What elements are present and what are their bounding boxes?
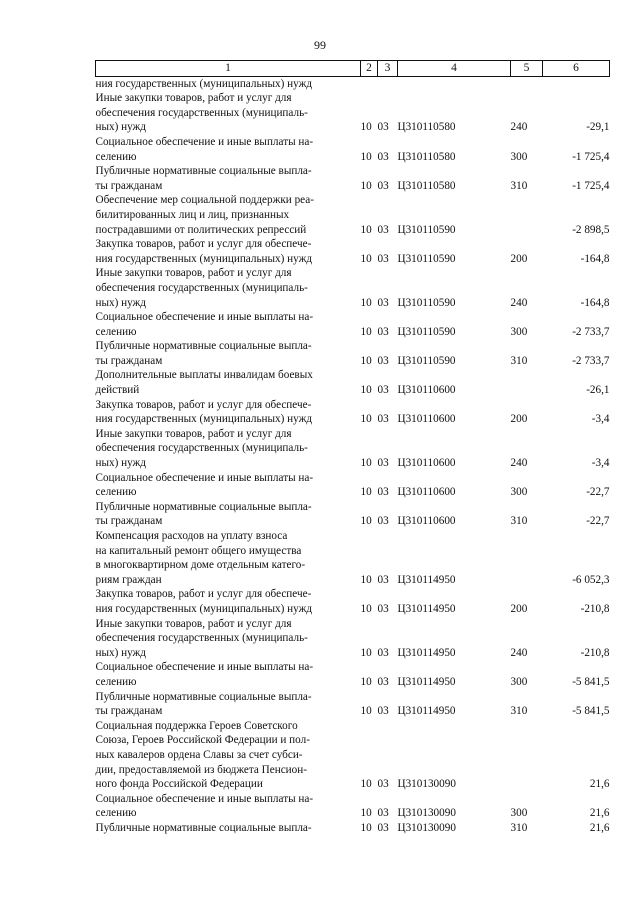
expense-type-cell: 240 — [510, 646, 528, 659]
expense-name-line: селению — [95, 325, 137, 338]
expense-name-line: ных кавалеров ордена Славы за счет субси- — [95, 748, 303, 761]
expense-name-cell — [96, 76, 361, 91]
section-code-cell: 10 — [360, 778, 372, 791]
section-code-cell: 10 — [360, 325, 372, 338]
expense-name-line: билитированных лиц и лиц, признанных — [95, 208, 290, 221]
target-article-cell: Ц310114950 — [397, 646, 456, 659]
expense-type-cell: 200 — [510, 252, 528, 265]
expense-name-line: ных) нужд — [95, 457, 146, 470]
header-col-target-article: 4 — [398, 61, 511, 77]
target-article-cell: Ц310110590 — [397, 354, 456, 367]
expense-type-cell: 200 — [510, 602, 528, 615]
expense-name-line: Иные закупки товаров, работ и услуг для — [95, 617, 292, 630]
target-article-cell: Ц310130090 — [397, 821, 456, 834]
expense-name-line: Компенсация расходов на уплату взноса — [95, 530, 288, 542]
target-article-cell: Ц310110600 — [397, 457, 456, 470]
expense-name-line: Обеспечение мер социальной поддержки реа- — [95, 194, 314, 207]
expense-name-cell — [96, 792, 361, 821]
target-article-cell: Ц310130090 — [397, 778, 456, 791]
amount-cell: -164,8 — [580, 296, 610, 309]
target-article-cell: Ц310114950 — [397, 705, 456, 718]
expense-name-cell — [96, 719, 361, 792]
subsection-code-cell: 03 — [377, 807, 389, 820]
table-row — [96, 529, 610, 587]
section-code-cell: 10 — [360, 573, 372, 586]
subsection-code-cell: 03 — [377, 296, 389, 309]
amount-cell: -26,1 — [586, 384, 610, 397]
table-row — [96, 427, 610, 471]
table-row — [96, 690, 610, 719]
expense-name-cell — [96, 660, 361, 689]
expense-name-line: ты гражданам — [95, 515, 163, 528]
expense-name-line: ния государственных (муниципальных) нужд — [95, 77, 313, 90]
target-article-cell — [398, 76, 511, 91]
expense-name-line: Публичные нормативные социальные выпла- — [95, 500, 312, 513]
expense-name-line: обеспечения государственных (муниципаль- — [95, 281, 308, 294]
expense-name-line: Социальное обеспечение и иные выплаты на- — [95, 311, 314, 324]
subsection-code-cell: 03 — [377, 821, 389, 834]
budget-table — [95, 60, 610, 835]
section-code-cell: 10 — [360, 602, 372, 615]
expense-name-line: Иные закупки товаров, работ и услуг для — [95, 427, 292, 440]
section-code-cell: 10 — [360, 296, 372, 309]
expense-name-line: Социальное обеспечение и иные выплаты на- — [95, 135, 314, 148]
amount-cell: -3,4 — [591, 457, 610, 470]
expense-name-line: Публичные нормативные социальные выпла- — [95, 690, 312, 703]
section-code-cell: 10 — [360, 384, 372, 397]
subsection-code-cell: 03 — [377, 252, 389, 265]
expense-name-line: Союза, Героев Российской Федерации и пол- — [95, 734, 310, 747]
subsection-code-cell: 03 — [377, 778, 389, 791]
expense-name-line: Закупка товаров, работ и услуг для обеспече- — [95, 398, 312, 411]
header-col-subsection: 3 — [378, 61, 398, 77]
header-col-section: 2 — [361, 61, 378, 77]
subsection-code-cell: 03 — [377, 223, 389, 236]
table-row — [96, 660, 610, 689]
section-code-cell: 10 — [360, 413, 372, 426]
expense-name-cell — [96, 339, 361, 368]
expense-name-line: селению — [95, 675, 137, 688]
amount-cell: 21,6 — [589, 807, 610, 820]
target-article-cell: Ц310110590 — [397, 252, 456, 265]
expense-name-cell — [96, 500, 361, 529]
expense-name-line: ты гражданам — [95, 179, 163, 192]
amount-cell: -210,8 — [580, 602, 610, 615]
table-row — [96, 719, 610, 792]
expense-name-line: обеспечения государственных (муниципаль- — [95, 442, 308, 455]
expense-type-cell: 310 — [510, 179, 528, 192]
section-code-cell: 10 — [360, 223, 372, 236]
expense-name-line: в многоквартирном доме отдельным катего- — [95, 559, 306, 572]
subsection-code-cell: 03 — [377, 602, 389, 615]
expense-name-line: дии, предоставляемой из бюджета Пенсион- — [95, 763, 307, 776]
header-col-expense-type: 5 — [511, 61, 543, 77]
amount-cell — [543, 76, 610, 91]
expense-name-cell — [96, 587, 361, 616]
amount-cell: -22,7 — [586, 515, 610, 528]
expense-type-cell: 310 — [510, 821, 528, 834]
expense-name-cell — [96, 368, 361, 397]
table-row — [96, 310, 610, 339]
target-article-cell: Ц310110580 — [397, 179, 456, 192]
expense-type-cell: 240 — [510, 296, 528, 309]
expense-name-line: Социальное обеспечение и иные выплаты на- — [95, 792, 314, 805]
expense-name-line: обеспечения государственных (муниципаль- — [95, 106, 308, 119]
target-article-cell: Ц310110590 — [397, 296, 456, 309]
section-code-cell: 10 — [360, 457, 372, 470]
expense-type-cell: 240 — [510, 121, 528, 134]
section-code-cell: 10 — [360, 150, 372, 163]
expense-name-cell — [96, 266, 361, 310]
expense-type-cell — [511, 368, 543, 397]
amount-cell: -29,1 — [586, 121, 610, 134]
section-code-cell: 10 — [360, 675, 372, 688]
expense-name-line: риям граждан — [95, 573, 162, 586]
expense-name-cell — [96, 135, 361, 164]
subsection-code-cell: 03 — [377, 486, 389, 499]
amount-cell: 21,6 — [589, 821, 610, 834]
target-article-cell: Ц310114950 — [397, 602, 456, 615]
subsection-code-cell: 03 — [377, 675, 389, 688]
expense-name-line: ных) нужд — [95, 646, 146, 659]
expense-name-line: Публичные нормативные социальные выпла- — [95, 165, 312, 178]
amount-cell: -5 841,5 — [572, 675, 610, 688]
expense-name-line: обеспечения государственных (муниципаль- — [95, 632, 308, 645]
expense-name-cell — [96, 164, 361, 193]
expense-name-cell — [96, 91, 361, 135]
target-article-cell: Ц310110590 — [397, 325, 456, 338]
section-code-cell: 10 — [360, 252, 372, 265]
expense-name-line: ных) нужд — [95, 296, 146, 309]
target-article-cell: Ц310110600 — [397, 413, 456, 426]
table-row — [96, 368, 610, 397]
subsection-code-cell: 03 — [377, 705, 389, 718]
expense-name-line: Социальное обеспечение и иные выплаты на- — [95, 661, 314, 674]
expense-name-line: пострадавшими от политических репрессий — [95, 223, 307, 236]
expense-type-cell: 240 — [510, 457, 528, 470]
table-row — [96, 500, 610, 529]
expense-type-cell — [511, 193, 543, 237]
section-code-cell: 10 — [360, 821, 372, 834]
target-article-cell: Ц310130090 — [397, 807, 456, 820]
expense-name-cell — [96, 427, 361, 471]
amount-cell: -1 725,4 — [572, 179, 610, 192]
expense-type-cell: 300 — [510, 486, 528, 499]
expense-name-line: Публичные нормативные социальные выпла- — [95, 340, 312, 353]
expense-name-line: ных) нужд — [95, 121, 146, 134]
target-article-cell: Ц310110600 — [397, 486, 456, 499]
expense-name-cell — [96, 529, 361, 587]
expense-type-cell: 310 — [510, 705, 528, 718]
expense-type-cell — [511, 76, 543, 91]
expense-type-cell: 310 — [510, 515, 528, 528]
amount-cell: -1 725,4 — [572, 150, 610, 163]
expense-name-line: Иные закупки товаров, работ и услуг для — [95, 267, 292, 280]
header-col-name: 1 — [96, 61, 361, 77]
section-code-cell: 10 — [360, 705, 372, 718]
expense-name-line: Закупка товаров, работ и услуг для обеспече- — [95, 588, 312, 601]
table-row — [96, 792, 610, 821]
expense-type-cell: 310 — [510, 354, 528, 367]
target-article-cell: Ц310114950 — [397, 675, 456, 688]
section-code-cell: 10 — [360, 179, 372, 192]
expense-type-cell: 300 — [510, 675, 528, 688]
table-row — [96, 237, 610, 266]
target-article-cell: Ц310110580 — [397, 121, 456, 134]
amount-cell: -22,7 — [586, 486, 610, 499]
expense-type-cell — [511, 719, 543, 792]
expense-name-cell — [96, 690, 361, 719]
expense-name-line: ния государственных (муниципальных) нужд — [95, 413, 313, 426]
table-header — [96, 61, 610, 77]
expense-name-line: Публичные нормативные социальные выпла- — [95, 821, 312, 834]
subsection-code-cell: 03 — [377, 121, 389, 134]
expense-name-line: селению — [95, 150, 137, 163]
expense-name-cell — [96, 471, 361, 500]
expense-type-cell: 200 — [510, 413, 528, 426]
expense-name-line: ты гражданам — [95, 705, 163, 718]
expense-name-line: ния государственных (муниципальных) нужд — [95, 602, 313, 615]
target-article-cell: Ц310110590 — [397, 223, 456, 236]
subsection-code-cell: 03 — [377, 150, 389, 163]
table-row — [96, 266, 610, 310]
expense-name-line: ния государственных (муниципальных) нужд — [95, 252, 313, 265]
section-code-cell: 10 — [360, 354, 372, 367]
table-row — [96, 587, 610, 616]
amount-cell: -2 898,5 — [572, 223, 610, 236]
expense-name-line: действий — [95, 384, 140, 397]
amount-cell: -5 841,5 — [572, 705, 610, 718]
amount-cell: -164,8 — [580, 252, 610, 265]
expense-name-line: ного фонда Российской Федерации — [95, 778, 263, 791]
expense-name-cell — [96, 193, 361, 237]
amount-cell: -2 733,7 — [572, 354, 610, 367]
expense-type-cell: 300 — [510, 150, 528, 163]
expense-name-line: Иные закупки товаров, работ и услуг для — [95, 92, 292, 105]
table-row — [96, 471, 610, 500]
amount-cell: -210,8 — [580, 646, 610, 659]
subsection-code-cell: 03 — [377, 646, 389, 659]
page-number: 99 — [314, 38, 326, 52]
amount-cell: 21,6 — [589, 778, 610, 791]
section-code-cell — [361, 76, 378, 91]
subsection-code-cell: 03 — [377, 573, 389, 586]
section-code-cell: 10 — [360, 486, 372, 499]
table-row — [96, 617, 610, 661]
expense-name-cell — [96, 821, 361, 836]
amount-cell: -6 052,3 — [572, 573, 610, 586]
subsection-code-cell: 03 — [377, 325, 389, 338]
expense-name-cell — [96, 398, 361, 427]
table-row — [96, 91, 610, 135]
subsection-code-cell: 03 — [377, 384, 389, 397]
expense-type-cell: 300 — [510, 807, 528, 820]
expense-name-line: Социальная поддержка Героев Советского — [95, 719, 298, 732]
expense-name-line: Дополнительные выплаты инвалидам боевых — [95, 369, 313, 382]
expense-name-cell — [96, 617, 361, 661]
expense-name-cell — [96, 237, 361, 266]
expense-name-line: селению — [95, 486, 137, 499]
target-article-cell: Ц310110600 — [397, 384, 456, 397]
amount-cell: -2 733,7 — [572, 325, 610, 338]
target-article-cell: Ц310114950 — [397, 573, 456, 586]
subsection-code-cell: 03 — [377, 413, 389, 426]
section-code-cell: 10 — [360, 515, 372, 528]
header-col-amount: 6 — [543, 61, 610, 77]
table-body — [96, 76, 610, 835]
table-row — [96, 339, 610, 368]
subsection-code-cell: 03 — [377, 515, 389, 528]
section-code-cell: 10 — [360, 121, 372, 134]
expense-type-cell — [511, 529, 543, 587]
expense-name-line: на капитальный ремонт общего имущества — [95, 544, 302, 557]
table-row — [96, 821, 610, 836]
table-row — [96, 164, 610, 193]
subsection-code-cell: 03 — [377, 179, 389, 192]
section-code-cell: 10 — [360, 646, 372, 659]
amount-cell: -3,4 — [591, 413, 610, 426]
expense-type-cell: 300 — [510, 325, 528, 338]
subsection-code-cell: 03 — [377, 354, 389, 367]
expense-name-line: Социальное обеспечение и иные выплаты на- — [95, 471, 314, 484]
section-code-cell: 10 — [360, 807, 372, 820]
expense-name-line: селению — [95, 807, 137, 820]
table-row — [96, 135, 610, 164]
expense-name-cell — [96, 310, 361, 339]
target-article-cell: Ц310110600 — [397, 515, 456, 528]
subsection-code-cell — [378, 76, 398, 91]
table-row — [96, 76, 610, 91]
expense-name-line: ты гражданам — [95, 354, 163, 367]
table-row — [96, 193, 610, 237]
expense-name-line: Закупка товаров, работ и услуг для обеспече- — [95, 238, 312, 251]
target-article-cell: Ц310110580 — [397, 150, 456, 163]
subsection-code-cell: 03 — [377, 457, 389, 470]
table-row — [96, 398, 610, 427]
